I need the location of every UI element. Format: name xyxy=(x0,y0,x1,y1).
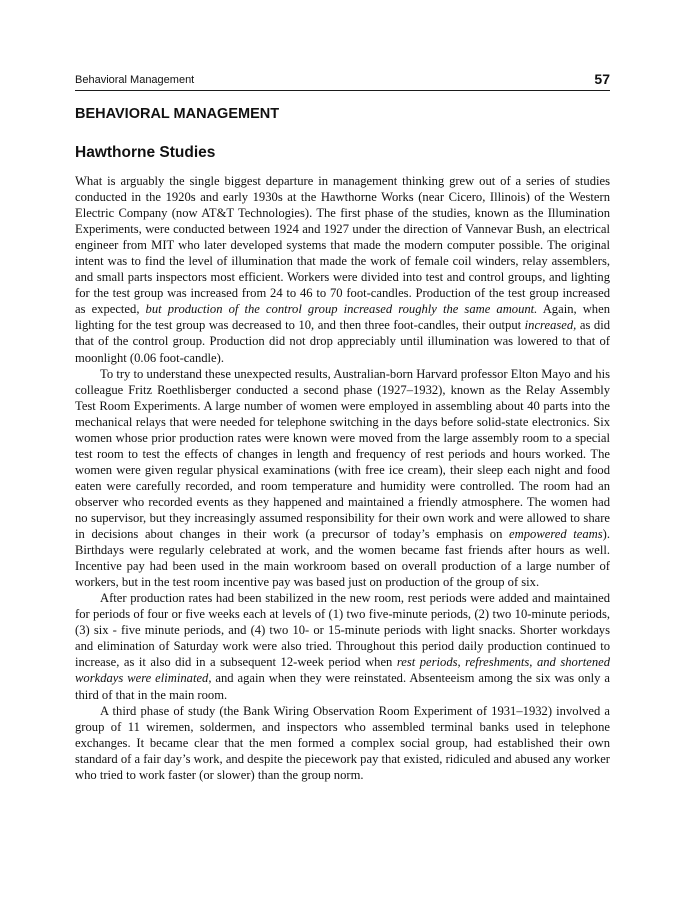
paragraph-4-text: A third phase of study (the Bank Wiring Observation Room Experiment of 1931–1932) involved a group of 11 wiremen, soldermen, and inspectors who assembled terminal banks used in telephone exchanges. It became clear that the men formed a complex social group, had established their own standard of a fair day’s work, and despite the piecework pay that existed, ridiculed and abused any worker who tried to work faster (or slower) than the group norm. xyxy=(75,703,610,782)
paragraph-1 xyxy=(75,173,610,366)
body-text xyxy=(75,173,610,783)
paragraph-1-text-b: Again, when lighting for the test group was decreased to 10, and then three foot-candles, their output xyxy=(75,302,610,333)
running-head-title: Behavioral Management xyxy=(75,74,195,86)
paragraph-1-emphasis-a: but production of the control group increased roughly the same amount. xyxy=(145,302,538,317)
paragraph-3-text-a: After production rates had been stabilized in the new room, rest periods were added and maintained for periods of four or five weeks each at levels of (1) two five-minute periods, (2) two 10-minute periods, (3) six - five minute periods, and (4) two 10- or 15-minute periods with light snacks. Shorter workdays and elimination of Saturday work were also tried. Throughout this period daily production continued to increase, as it also did in a subsequent 12-week period when xyxy=(75,591,610,670)
paragraph-1-text-c: as did that of the control group. Production did not drop appreciably until illumination was lowered to that of moonlight (0.06 foot-candle). xyxy=(75,318,610,365)
paragraph-3-text-b: , and again when they were reinstated. Absenteeism among the six was only a third of that in the main room. xyxy=(75,671,610,702)
paragraph-2 xyxy=(75,366,610,591)
paragraph-2-emphasis: empowered teams xyxy=(509,527,603,542)
page-number: 57 xyxy=(594,71,610,87)
paragraph-2-text-a: To try to understand these unexpected results, Australian-born Harvard professor Elton Mayo and his colleague Fritz Roethlisberger conducted a second phase (1927–1932), known as the Relay Assembly Test Room Experiments. A large number of women were employed in assembling about 40 parts into the mechanical relays that were needed for telephone switching in the days before solid-state electronics. Six women whose prior production rates were known were moved from the large assembly room to a special test room to test the effects of changes in length and frequency of rest periods and hours worked. The women were given regular physical examinations (with free ice cream), their sleep each night and food eaten were carefully recorded, and room temperature and humidity were controlled. The room had an observer who recorded events as they happened and maintained a friendly atmosphere. The women had no supervisor, but they increasingly assumed responsibility for their own work and were allowed to share in decisions about changes in their work (a precursor of today’s emphasis on xyxy=(75,366,610,542)
running-header xyxy=(75,72,610,91)
subsection-title: Hawthorne Studies xyxy=(75,144,216,161)
section-title: BEHAVIORAL MANAGEMENT xyxy=(75,106,280,122)
paragraph-1-emphasis-b: increased, xyxy=(524,318,577,333)
paragraph-4 xyxy=(75,703,610,783)
paragraph-2-text-b: ). Birthdays were regularly celebrated at work, and the women became fast friends after hours as well. Incentive pay had been used in the main workroom based on overall production of a large number of workers, but in the test room incentive pay was based just on production of the group of six. xyxy=(75,527,611,590)
paragraph-3 xyxy=(75,590,610,702)
paragraph-3-emphasis: rest periods, refreshments, and shortened workdays were eliminated xyxy=(75,655,610,686)
paragraph-1-text-a: What is arguably the single biggest departure in management thinking grew out of a series of studies conducted in the 1920s and early 1930s at the Hawthorne Works (near Cicero, Illinois) of the Western Electric Company (now AT&T Technologies). The first phase of the studies, known as the Illumination Experiments, were conducted between 1924 and 1927 under the direction of Vannevar Bush, an electrical engineer from MIT who later developed systems that made the modern computer possible. The original intent was to find the level of illumination that made the work of female coil winders, relay assemblers, and small parts inspectors most efficient. Workers were divided into test and control groups, and lighting for the test group was increased from 24 to 46 to 70 foot-candles. Production of the test group increased as expected, xyxy=(75,174,610,317)
